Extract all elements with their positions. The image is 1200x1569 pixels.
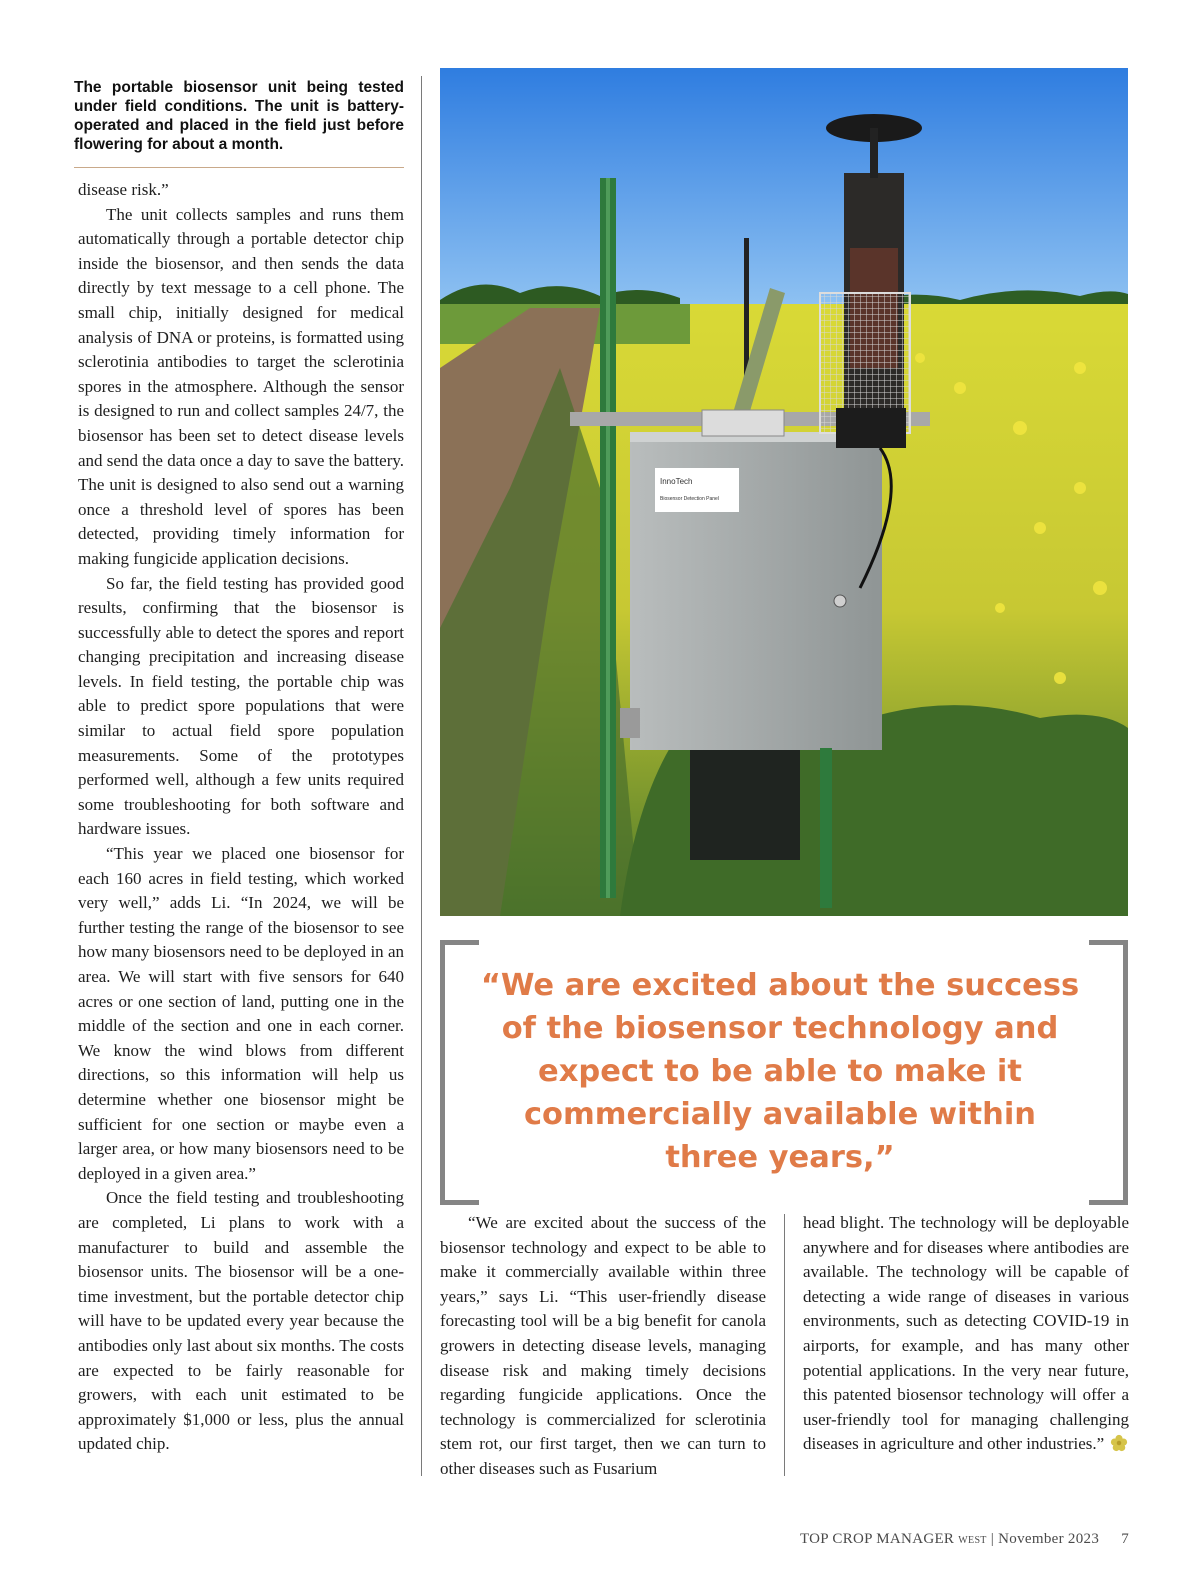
paragraph: The unit collects samples and runs them automatically through a portable detector chip inside the biosensor, and then sends the data directly by text message to a cell phone. The small chip, initially designed for medical analysis of DNA or proteins, is formatted using sclerotinia antibodies to target the sclerotinia spores in the atmosphere. Although the sensor is designed to run and collect samples 24/7, the biosensor has been set to detect disease levels and send the data once a day to save the battery. The unit is designed to also send out a warning once a threshold level of spores has been detected, providing timely information for making fungicide application decisions. bbox=[78, 204, 405, 568]
column-divider bbox=[784, 1214, 785, 1476]
magazine-name: TOP CROP MANAGER bbox=[799, 1531, 955, 1547]
footer-separator: | bbox=[990, 1531, 995, 1547]
caption-divider bbox=[74, 167, 404, 168]
field-photo bbox=[440, 68, 1128, 916]
paragraph-text: head blight. The technology will be deployable anywhere and for diseases where antibodies are available. The technology will be capable of detecting a wide range of diseases in various environments, such as detecting COVID-19 in airports, for example, and has many other potential applications. In the very near future, this patented biosensor technology will offer a user-friendly tool for managing challenging diseases in agriculture and other industries.” bbox=[803, 1213, 1129, 1454]
quote-bracket-left bbox=[440, 940, 479, 1205]
column-divider bbox=[421, 76, 422, 1476]
article-column-1 bbox=[78, 178, 404, 1457]
page-number: 7 bbox=[1121, 1531, 1129, 1547]
paragraph bbox=[803, 1211, 1129, 1457]
article-column-2 bbox=[440, 1211, 766, 1482]
paragraph: “We are excited about the success of the biosensor technology and expect to be able to make it commercially available within three years,” says Li. “This user-friendly disease forecasting tool will be a big benefit for canola growers in detecting disease levels, managing disease risk and making timely decisions regarding fungicide applications. Once the technology is commercialized for sclerotinia stem rot, our first target, then we can turn to other diseases such as Fusarium bbox=[440, 1213, 766, 1478]
pull-quote: “We are excited about the success of the biosensor technology and expect to be able to make it commercially available within three years,” bbox=[480, 968, 1080, 1175]
paragraph: “This year we placed one biosensor for each 160 acres in field testing, which worked very well,” adds Li. “In 2024, we will be further testing the range of the biosensor to see how many biosensors need to be deployed in an area. We will start with five sensors for 640 acres or one section of land, putting one in the middle of the section and one in each corner. We know the wind blows from different directions, so this information will help us determine whether one biosensor might be sufficient for one section or maybe even a larger area, or how many biosensors need to be deployed in a given area.” bbox=[78, 844, 404, 1183]
paragraph: Once the field testing and troubleshooting are completed, Li plans to work with a manufacturer to build and assemble the biosensor units. The biosensor will be a one-time investment, but the portable detector chip will have to be updated every year because the antibodies only last about six months. The costs are expected to be fairly reasonable for growers, with each unit estimated to be approximately $1,000 or less, plus the annual updated chip. bbox=[78, 1188, 404, 1454]
page-footer bbox=[600, 1531, 1129, 1548]
paragraph: So far, the field testing has provided good results, confirming that the biosensor is successfully able to detect the spores and report changing precipitation and increasing disease levels. In field testing, the portable chip was able to predict spore populations that were similar to actual field spore population measurements. Some of the prototypes performed well, although a few units required some troubleshooting for both software and hardware issues. bbox=[78, 573, 404, 839]
article-column-3 bbox=[803, 1211, 1129, 1457]
quote-bracket-right bbox=[1089, 940, 1128, 1205]
magazine-edition: west bbox=[958, 1532, 987, 1547]
canola-flower-icon bbox=[1110, 1434, 1128, 1452]
panel-name-label: Biosensor Detection Panel bbox=[660, 496, 719, 502]
paragraph: disease risk.” bbox=[78, 180, 169, 199]
issue-date: November 2023 bbox=[998, 1531, 1100, 1547]
photo-caption: The portable biosensor unit being tested under field conditions. The unit is battery-operated and placed in the field just before flowering for about a month. bbox=[74, 79, 404, 153]
panel-brand-label: InnoTech bbox=[660, 477, 693, 486]
